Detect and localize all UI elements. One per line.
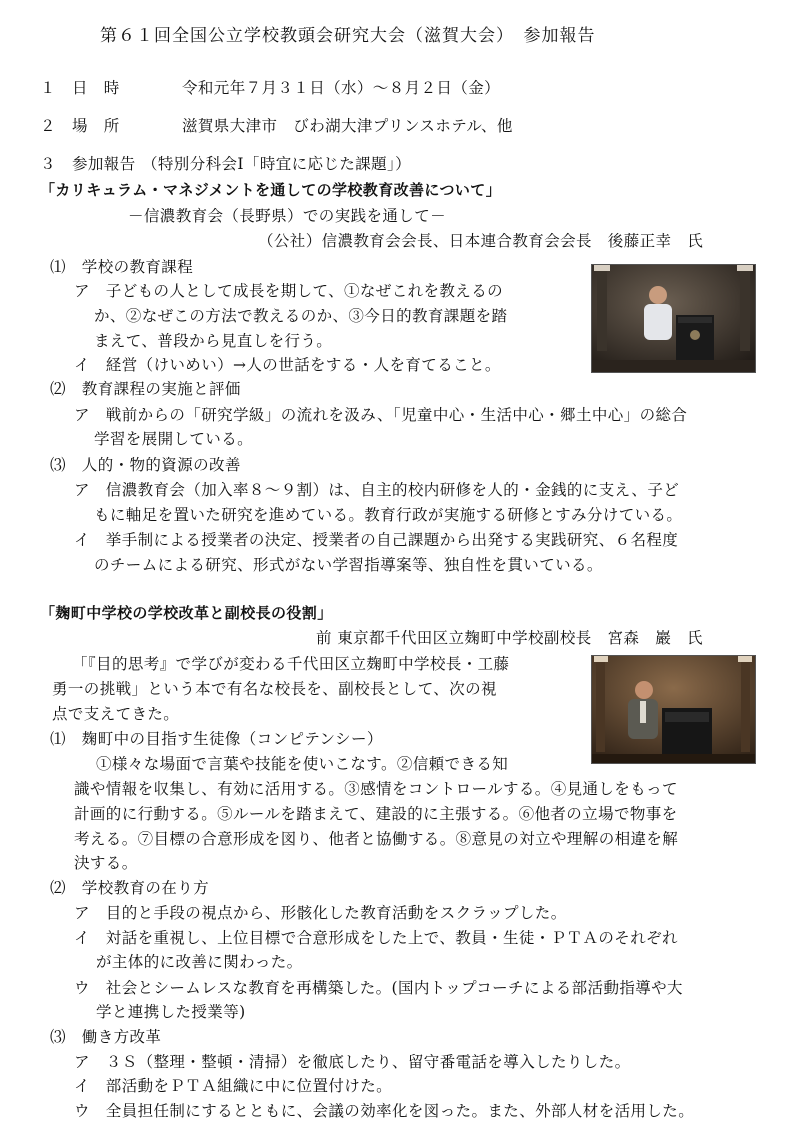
talk2-s2-line: ア 目的と手段の視点から、形骸化した教育活動をスクラップした。 bbox=[74, 904, 567, 922]
page-title: 第６１回全国公立学校教頭会研究大会（滋賀大会） 参加報告 bbox=[100, 26, 596, 46]
talk2-intro-line: 勇一の挑戦」という本で有名な校長を、副校長として、次の視 bbox=[52, 680, 497, 698]
speaker2-photo bbox=[591, 655, 756, 764]
talk1-s3-line: ア 信濃教育会（加入率８～９割）は、自主的校内研修を人的・金銭的に支え、子ど bbox=[74, 481, 680, 499]
talk2-intro-line: 「『目的思考』で学びが変わる千代田区立麹町中学校長・工藤 bbox=[72, 655, 510, 673]
talk2-s3-line: ア ３Ｓ（整理・整頓・清掃）を徹底したり、留守番電話を導入したりした。 bbox=[74, 1053, 631, 1071]
talk2-s2-line: 学と連携した授業等) bbox=[96, 1003, 246, 1021]
talk1-s1-line: ア 子どもの人として成長を期して、①なぜこれを教えるの bbox=[74, 282, 503, 300]
talk2-s1-line: ①様々な場面で言葉や技能を使いこなす。②信頼できる知 bbox=[96, 755, 509, 773]
talk1-section3-heading: ⑶ 人的・物的資源の改善 bbox=[50, 456, 241, 474]
talk2-title: 「麹町中学校の学校改革と副校長の役割」 bbox=[40, 604, 333, 622]
talk1-section1-heading: ⑴ 学校の教育課程 bbox=[50, 258, 194, 276]
talk2-speaker: 前 東京都千代田区立麹町中学校副校長 宮森 巖 氏 bbox=[316, 629, 703, 647]
talk2-s2-line: ウ 社会とシームレスな教育を再構築した。(国内トップコーチによる部活動指導や大 bbox=[74, 979, 683, 997]
talk2-s3-line: イ 部活動をＰＴＡ組織に中に位置付けた。 bbox=[74, 1077, 393, 1095]
talk1-s2-line: ア 戦前からの「研究学級」の流れを汲み、「児童中心・生活中心・郷土中心」の総合 bbox=[74, 406, 688, 424]
report-subtitle: （特別分科会Ⅰ「時宜に応じた課題」） bbox=[142, 155, 412, 173]
talk2-section2-heading: ⑵ 学校教育の在り方 bbox=[50, 879, 210, 897]
date-value: 令和元年７月３１日（水）～８月２日（金） bbox=[182, 79, 501, 97]
talk1-s2-line: 学習を展開している。 bbox=[94, 430, 254, 448]
talk1-s3-line: のチームによる研究、形式がない学習指導案等、独自性を貫いている。 bbox=[94, 556, 603, 574]
talk2-s2-line: が主体的に改善に関わった。 bbox=[96, 953, 303, 971]
talk2-s1-line: 考える。⑦目標の合意形成を図り、他者と協働する。⑧意見の対立や理解の相違を解 bbox=[74, 830, 679, 848]
talk1-title: 「カリキュラム・マネジメントを通しての学校教育改善について」 bbox=[40, 181, 502, 199]
talk2-s1-line: 識や情報を収集し、有効に活用する。③感情をコントロールする。④見通しをもって bbox=[74, 780, 678, 798]
talk1-s3-line: もに軸足を置いた研究を進めている。教育行政が実施する研修とすみ分けている。 bbox=[94, 506, 683, 524]
talk2-section1-heading: ⑴ 麹町中の目指す生徒像（コンピテンシー） bbox=[50, 730, 383, 748]
talk2-s2-line: イ 対話を重視し、上位目標で合意形成をした上で、教員・生徒・ＰＴＡのそれぞれ bbox=[74, 929, 678, 947]
talk2-section3-heading: ⑶ 働き方改革 bbox=[50, 1028, 162, 1046]
speaker1-photo bbox=[591, 264, 756, 373]
talk1-s1-line: イ 経営（けいめい）→人の世話をする・人を育てること。 bbox=[74, 356, 501, 374]
talk2-s1-line: 決する。 bbox=[74, 854, 138, 872]
talk1-speaker: （公社）信濃教育会会長、日本連合教育会会長 後藤正幸 氏 bbox=[258, 232, 704, 250]
talk1-subtitle: －信濃教育会（長野県）での実践を通して－ bbox=[128, 207, 447, 225]
report-number: ３ bbox=[40, 155, 56, 173]
date-number: １ bbox=[40, 79, 56, 97]
talk1-s1-line: か、②なぜこの方法で教えるのか、③今日的教育課題を踏 bbox=[94, 307, 508, 325]
place-label: 場 所 bbox=[72, 117, 120, 135]
talk2-intro-line: 点で支えてきた。 bbox=[52, 705, 180, 723]
place-value: 滋賀県大津市 びわ湖大津プリンスホテル、他 bbox=[182, 117, 513, 135]
place-number: ２ bbox=[40, 117, 56, 135]
talk1-s3-line: イ 挙手制による授業者の決定、授業者の自己課題から出発する実践研究、６名程度 bbox=[74, 531, 679, 549]
talk2-s3-line: ウ 全員担任制にするとともに、会議の効率化を図った。また、外部人材を活用した。 bbox=[74, 1102, 695, 1120]
date-label: 日 時 bbox=[72, 79, 120, 97]
talk1-s1-line: まえて、普段から見直しを行う。 bbox=[94, 332, 333, 350]
report-label: 参加報告 bbox=[72, 155, 136, 173]
talk1-section2-heading: ⑵ 教育課程の実施と評価 bbox=[50, 380, 241, 398]
talk2-s1-line: 計画的に行動する。⑤ルールを踏まえて、建設的に主張する。⑥他者の立場で物事を bbox=[74, 805, 678, 823]
